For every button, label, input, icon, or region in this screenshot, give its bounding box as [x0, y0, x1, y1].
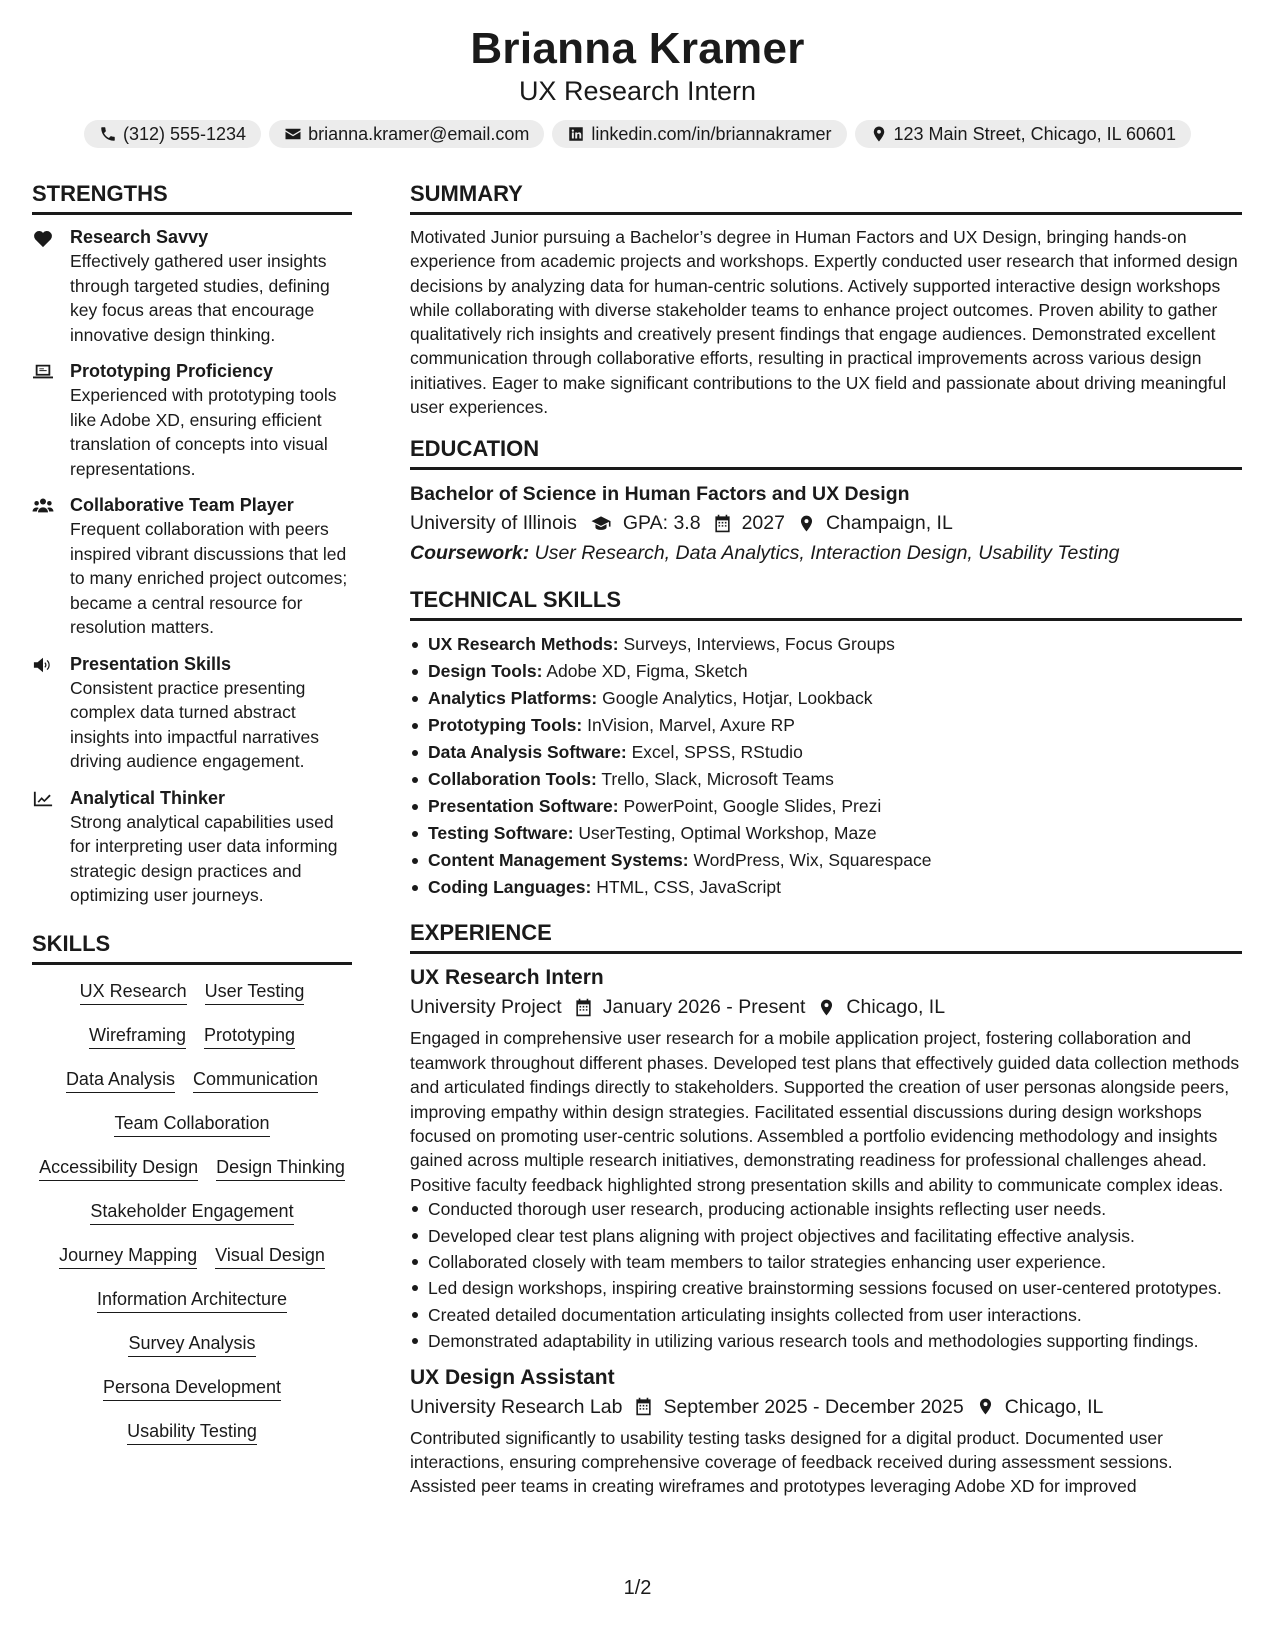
- tech-label: Design Tools:: [428, 661, 543, 682]
- tech-value: PowerPoint, Google Slides, Prezi: [623, 796, 882, 817]
- tech-label: Presentation Software:: [428, 796, 619, 817]
- tech-value: InVision, Marvel, Axure RP: [587, 715, 795, 736]
- phone-text: (312) 555-1234: [122, 124, 247, 144]
- calendar-icon: [713, 514, 732, 533]
- tech-label: UX Research Methods:: [428, 634, 619, 655]
- coursework-text: User Research, Data Analytics, Interaction Design, Usability Testing: [534, 542, 1120, 565]
- job-org: University Project: [410, 996, 562, 1019]
- strengths-heading: STRENGTHS: [32, 180, 352, 215]
- job-description: Engaged in comprehensive user research for a mobile application project, fostering collaboration and teamwork throughout different phases. Developed test plans that effectively guided data collection methods and articulated findings directly to stakeholders. Supported the creation of user personas alongside peers, improving empathy within design strategies. Facilitated essential discussions during design workshops focused on promoting user-centric solutions. Assembled a portfolio evidencing methodology and insights gained across multiple research initiatives, demonstrating readiness for professional challenges ahead. Positive faculty feedback highlighted strong presentation skills and ability to communicate complex ideas.: [410, 1028, 1240, 1195]
- graduation-cap-icon: [589, 514, 613, 533]
- job-dates: September 2025 - December 2025: [663, 1395, 964, 1418]
- skill-tag: User Testing: [205, 979, 305, 1005]
- tech-label: Prototyping Tools:: [428, 715, 583, 736]
- skill-tag: Communication: [193, 1067, 318, 1093]
- technical-skills-list: [410, 631, 1242, 901]
- tech-value: Excel, SPSS, RStudio: [631, 742, 803, 763]
- skill-tag: Team Collaboration: [114, 1111, 269, 1137]
- phone-icon: [99, 125, 117, 143]
- envelope-icon: [284, 125, 302, 143]
- strength-title: Prototyping Proficiency: [70, 361, 274, 381]
- skills-list: [32, 975, 352, 1445]
- job-meta: [410, 1392, 1242, 1422]
- linkedin-text: linkedin.com/in/briannakramer: [591, 124, 832, 144]
- strength-item: [32, 225, 352, 347]
- linkedin-icon: [567, 125, 585, 143]
- calendar-icon: [634, 1397, 653, 1416]
- coursework-line: [410, 538, 1242, 568]
- tech-value: Adobe XD, Figma, Sketch: [546, 661, 748, 682]
- coursework-label: Coursework:: [410, 542, 530, 565]
- summary-text: Motivated Junior pursuing a Bachelor’s degree in Human Factors and UX Design, bringing hands-on experience from academic projects and workshops. Expertly conducted user research that informed design decisions by analyzing data for human-centric solutions. Actively supported interactive design workshops while collaborating with diverse stakeholder teams to enhance project outcomes. Proven ability to gather qualitatively rich insights and creatively present findings that engage audiences. Demonstrated excellent communication through collaborative efforts, resulting in practical improvements across various design initiatives. Eager to make significant contributions to the UX field and passionate about driving meaningful user experiences.: [410, 227, 1238, 418]
- skill-tag: Survey Analysis: [128, 1331, 255, 1357]
- skill-tag: Information Architecture: [97, 1287, 287, 1313]
- list-item: Created detailed documentation articulating insights collected from user interactions.: [410, 1303, 1242, 1327]
- strength-item: [32, 786, 352, 908]
- list-item: Demonstrated adaptability in utilizing various research tools and methodologies supporting findings.: [410, 1329, 1242, 1353]
- heart-icon: [32, 228, 54, 248]
- job-dates: January 2026 - Present: [602, 996, 806, 1019]
- job-location: Chicago, IL: [846, 996, 946, 1019]
- list-item: Collaborated closely with team members to tailor strategies enhancing user experience.: [410, 1250, 1242, 1274]
- calendar-icon: [574, 998, 593, 1017]
- strength-desc: Frequent collaboration with peers inspired vibrant discussions that led to many enriched project outcomes; became a central resource for resolution matters.: [70, 519, 348, 637]
- skill-tag: Wireframing: [89, 1023, 186, 1049]
- contact-address[interactable]: [855, 120, 1192, 148]
- tech-label: Content Management Systems:: [428, 850, 689, 871]
- job-meta: [410, 992, 1242, 1022]
- tech-value: Trello, Slack, Microsoft Teams: [601, 769, 834, 790]
- chart-line-icon: [32, 789, 54, 809]
- experience-heading: EXPERIENCE: [410, 919, 1242, 954]
- users-icon: [32, 496, 54, 516]
- strength-desc: Effectively gathered user insights through targeted studies, defining key focus areas that encourage innovative design thinking.: [70, 251, 330, 345]
- gpa-text: GPA: 3.8: [622, 512, 701, 535]
- skill-tag: Prototyping: [204, 1023, 295, 1049]
- skill-tag: Visual Design: [215, 1243, 325, 1269]
- job-entry: [410, 964, 1242, 1353]
- job-location: Chicago, IL: [1004, 1395, 1104, 1418]
- tech-label: Collaboration Tools:: [428, 769, 597, 790]
- email-text: brianna.kramer@email.com: [308, 124, 530, 144]
- skill-tag: Accessibility Design: [39, 1155, 198, 1181]
- list-item: [410, 712, 1242, 739]
- education-heading: EDUCATION: [410, 435, 1242, 470]
- tech-label: Testing Software:: [428, 823, 574, 844]
- job-description: Contributed significantly to usability testing tasks designed for a digital product. Documented user interactions, ensuring comprehensive coverage of feedback received during assessment sessions. Assisted peer teams in creating wireframes and prototypes leveraging Adobe XD for improved: [410, 1427, 1173, 1497]
- summary-heading: SUMMARY: [410, 180, 1242, 215]
- strength-title: Research Savvy: [70, 227, 209, 247]
- map-pin-icon: [817, 998, 836, 1017]
- resume-header: [0, 22, 1275, 148]
- list-item: [410, 847, 1242, 874]
- tech-value: WordPress, Wix, Squarespace: [693, 850, 932, 871]
- strength-desc: Experienced with prototyping tools like Adobe XD, ensuring efficient translation of concepts into visual representations.: [70, 385, 337, 479]
- map-pin-icon: [797, 514, 816, 533]
- skill-tag: Usability Testing: [127, 1419, 257, 1445]
- contact-email[interactable]: [269, 120, 544, 148]
- list-item: [410, 658, 1242, 685]
- strength-title: Collaborative Team Player: [70, 495, 294, 515]
- technical-skills-heading: TECHNICAL SKILLS: [410, 586, 1242, 621]
- contact-phone[interactable]: [84, 120, 261, 148]
- map-pin-icon: [870, 125, 888, 143]
- contact-linkedin[interactable]: [552, 120, 846, 148]
- list-item: [410, 685, 1242, 712]
- list-item: [410, 631, 1242, 658]
- school-location: Champaign, IL: [825, 512, 953, 535]
- skill-tag: Stakeholder Engagement: [90, 1199, 293, 1225]
- address-text: 123 Main Street, Chicago, IL 60601: [893, 124, 1177, 144]
- school-name: University of Illinois: [410, 512, 577, 535]
- job-title: UX Design Assistant: [410, 1365, 615, 1389]
- job-org: University Research Lab: [410, 1395, 623, 1418]
- strength-title: Analytical Thinker: [70, 787, 226, 808]
- tech-value: UserTesting, Optimal Workshop, Maze: [578, 823, 877, 844]
- candidate-name: Brianna Kramer: [470, 24, 805, 73]
- tech-label: Coding Languages:: [428, 877, 592, 898]
- list-item: [410, 739, 1242, 766]
- right-column: [410, 180, 1242, 1499]
- strength-item: [32, 652, 352, 774]
- strength-title: Presentation Skills: [70, 653, 232, 674]
- strength-desc: Strong analytical capabilities used for interpreting user data informing strategic design practices and optimizing user journeys.: [70, 811, 338, 905]
- job-title: UX Research Intern: [410, 966, 604, 990]
- tech-value: Surveys, Interviews, Focus Groups: [623, 634, 895, 655]
- graduation-year: 2027: [741, 512, 785, 535]
- skill-tag: Data Analysis: [66, 1067, 175, 1093]
- tech-value: HTML, CSS, JavaScript: [596, 877, 781, 898]
- left-column: [32, 180, 352, 1445]
- strength-desc: Consistent practice presenting complex data turned abstract insights into impactful narratives driving audience engagement.: [70, 677, 319, 771]
- list-item: [410, 766, 1242, 793]
- laptop-icon: [32, 362, 54, 382]
- list-item: Conducted thorough user research, producing actionable insights reflecting user needs.: [410, 1197, 1242, 1221]
- skills-heading: SKILLS: [32, 930, 352, 965]
- map-pin-icon: [976, 1397, 995, 1416]
- candidate-role: UX Research Intern: [518, 76, 757, 106]
- education-meta: [410, 508, 1242, 538]
- skill-tag: Design Thinking: [216, 1155, 345, 1181]
- megaphone-icon: [32, 655, 54, 675]
- skill-tag: UX Research: [80, 979, 187, 1005]
- list-item: [410, 793, 1242, 820]
- job-entry: [410, 1364, 1242, 1499]
- page-number: 1/2: [623, 1577, 652, 1599]
- job-bullets: [410, 1197, 1242, 1353]
- degree-title: Bachelor of Science in Human Factors and UX Design: [410, 483, 910, 506]
- list-item: Led design workshops, inspiring creative brainstorming sessions focused on user-centered prototypes.: [410, 1276, 1242, 1300]
- strength-item: [32, 493, 352, 640]
- list-item: [410, 820, 1242, 847]
- list-item: Developed clear test plans aligning with project objectives and facilitating effective analysis.: [410, 1224, 1242, 1248]
- contact-bar: [0, 120, 1275, 148]
- tech-value: Google Analytics, Hotjar, Lookback: [602, 688, 873, 709]
- tech-label: Analytics Platforms:: [428, 688, 598, 709]
- tech-label: Data Analysis Software:: [428, 742, 627, 763]
- skill-tag: Persona Development: [103, 1375, 281, 1401]
- skill-tag: Journey Mapping: [59, 1243, 197, 1269]
- strength-item: [32, 359, 352, 481]
- list-item: [410, 874, 1242, 901]
